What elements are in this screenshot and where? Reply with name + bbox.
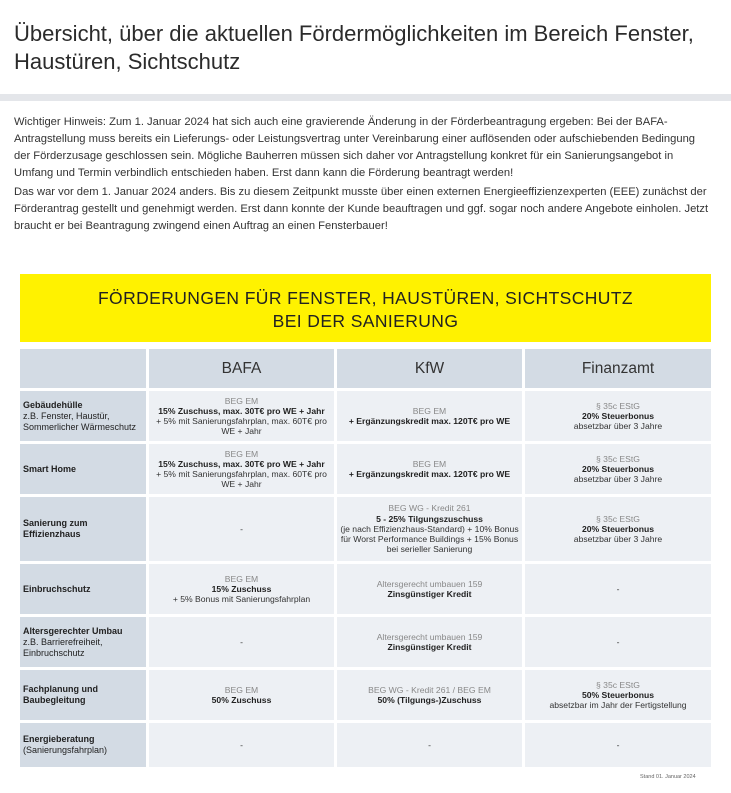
row-label [20, 670, 146, 720]
table-cell [525, 497, 711, 561]
funding-amount: 50% Steuerbonus [581, 689, 655, 700]
column-header-kfw: KfW [337, 349, 522, 388]
separator-band [0, 94, 731, 101]
row-label [20, 723, 146, 767]
table-cell [525, 670, 711, 720]
table-cell [525, 617, 711, 667]
funding-amount: 50% Zuschuss [211, 695, 272, 705]
funding-detail: + 5% mit Sanierungsfahrplan, max. 60T€ pro WE + Jahr [156, 469, 327, 490]
funding-amount: Zinsgünstiger Kredit [387, 589, 472, 599]
funding-detail: absetzbar über 3 Jahre [573, 421, 663, 432]
table-cell [149, 564, 334, 614]
funding-table [17, 346, 714, 770]
funding-detail: - [616, 739, 620, 750]
funding-detail: (je nach Effizienzhaus-Standard) + 10% Bonus für Worst Performance Buildings + 15% Bonus bei serieller Sanierung [340, 523, 519, 555]
table-cell [525, 391, 711, 441]
table-cell [149, 497, 334, 561]
row-label [20, 617, 146, 667]
table-cell [337, 723, 522, 767]
funding-amount: + Ergänzungskredit max. 120T€ pro WE [348, 416, 511, 426]
funding-detail: - [616, 583, 620, 594]
banner-title-line2: BEI DER SANIERUNG [272, 311, 459, 331]
program-name: § 35c EStG [596, 679, 640, 690]
status-date-footnote: Stand 01. Januar 2024 [640, 774, 696, 780]
program-name: BEG WG - Kredit 261 [388, 503, 471, 514]
row-subtitle: (Sanierungsfahrplan) [23, 745, 108, 755]
table-cell [337, 497, 522, 561]
table-cell [149, 444, 334, 494]
table-cell [149, 670, 334, 720]
row-label [20, 497, 146, 561]
program-name: Altersgerecht umbauen 159 [376, 578, 483, 589]
program-name: BEG EM [224, 573, 259, 584]
row-title: Altersgerechter Umbau [23, 625, 123, 636]
row-label [20, 391, 146, 441]
table-cell [337, 670, 522, 720]
row-label [20, 444, 146, 494]
row-title: Energieberatung [23, 734, 95, 744]
funding-amount: 5 - 25% Tilgungszuschuss [376, 513, 483, 524]
table-corner [20, 349, 146, 388]
table-cell [149, 391, 334, 441]
funding-infographic [20, 274, 711, 764]
table-cell [337, 564, 522, 614]
column-header-finanzamt: Finanzamt [525, 349, 711, 388]
funding-detail: + 5% Bonus mit Sanierungsfahrplan [172, 594, 311, 605]
funding-amount: 20% Steuerbonus [581, 463, 655, 474]
funding-amount: 20% Steuerbonus [581, 523, 655, 534]
program-name: BEG EM [412, 458, 447, 469]
program-name: BEG EM [412, 405, 447, 416]
history-paragraph: Das war vor dem 1. Januar 2024 anders. Bis zu diesem Zeitpunkt musste über einen externen Energieeffizienzexperten (EEE) zunächst der Förderantrag gestellt und genehmigt werden. Erst dann konnte der Kunde beauftragen und ggf. sogar noch andere Angebote einholen. Jetzt braucht er bei Beantragung zwingend einen Auftrag an einen Fensterbauer! [14, 186, 709, 232]
table-cell [525, 444, 711, 494]
column-header-bafa: BAFA [149, 349, 334, 388]
funding-detail: - [240, 636, 243, 647]
program-name: BEG WG - Kredit 261 / BEG EM [368, 684, 491, 695]
table-cell [337, 617, 522, 667]
program-name: § 35c EStG [596, 400, 640, 411]
funding-amount: Zinsgünstiger Kredit [387, 642, 472, 652]
table-cell [337, 444, 522, 494]
row-subtitle: z.B. Barrierefreiheit, Einbruchschutz [23, 636, 103, 658]
table-cell [149, 723, 334, 767]
row-title: Fachplanung und Baubegleitung [23, 684, 98, 705]
funding-amount: 20% Steuerbonus [581, 410, 655, 421]
funding-detail: - [616, 636, 620, 647]
row-subtitle: z.B. Fenster, Haustür, Sommerlicher Wärmeschutz [23, 410, 137, 432]
funding-detail: absetzbar über 3 Jahre [573, 474, 663, 485]
important-notice-paragraph: Wichtiger Hinweis: Zum 1. Januar 2024 hat sich auch eine gravierende Änderung in der Förderbeantragung ergeben: Bei der BAFA-Antragstellung muss bereits ein Lieferungs- oder Leistungsvertrag unter Vereinbarung einer auflösenden oder aufschiebenden Bedingung der Förderzusage geschlossen sein. Mögliche Bauherren müssen sich daher vor Antragstellung konkret für ein Sanierungsangebot in Umfang und Termin verbindlich entschieden haben. Erst dann kann die Förderung beantragt werden! [14, 116, 696, 179]
funding-detail: - [428, 739, 431, 750]
table-cell [525, 564, 711, 614]
infographic-banner [20, 274, 711, 342]
program-name: BEG EM [224, 684, 259, 695]
funding-amount: + Ergänzungskredit max. 120T€ pro WE [348, 469, 511, 479]
program-name: BEG EM [224, 448, 259, 459]
page-title: Übersicht, über die aktuellen Fördermöglichkeiten im Bereich Fenster, Haustüren, Sichtschutz [14, 21, 694, 74]
row-label [20, 564, 146, 614]
row-title: Smart Home [23, 463, 77, 474]
program-name: § 35c EStG [596, 513, 640, 524]
funding-detail: + 5% mit Sanierungsfahrplan, max. 60T€ pro WE + Jahr [156, 416, 327, 437]
funding-amount: 50% (Tilgungs-)Zuschuss [377, 695, 482, 705]
program-name: Altersgerecht umbauen 159 [376, 631, 483, 642]
row-title: Gebäudehülle [23, 399, 83, 410]
funding-detail: absetzbar im Jahr der Fertigstellung [549, 700, 687, 711]
funding-detail: absetzbar über 3 Jahre [573, 534, 663, 545]
row-title: Einbruchschutz [23, 583, 91, 594]
table-cell [337, 391, 522, 441]
table-cell [149, 617, 334, 667]
funding-amount: 15% Zuschuss, max. 30T€ pro WE + Jahr [158, 458, 325, 469]
funding-detail: - [240, 523, 243, 534]
row-title: Sanierung zum Effizienzhaus [23, 518, 88, 539]
program-name: BEG EM [224, 395, 259, 406]
funding-amount: 15% Zuschuss, max. 30T€ pro WE + Jahr [158, 405, 325, 416]
funding-detail: - [240, 739, 243, 750]
funding-amount: 15% Zuschuss [211, 583, 272, 594]
banner-title-line1: FÖRDERUNGEN FÜR FENSTER, HAUSTÜREN, SICHTSCHUTZ [97, 288, 634, 308]
table-cell [525, 723, 711, 767]
program-name: § 35c EStG [596, 453, 640, 464]
